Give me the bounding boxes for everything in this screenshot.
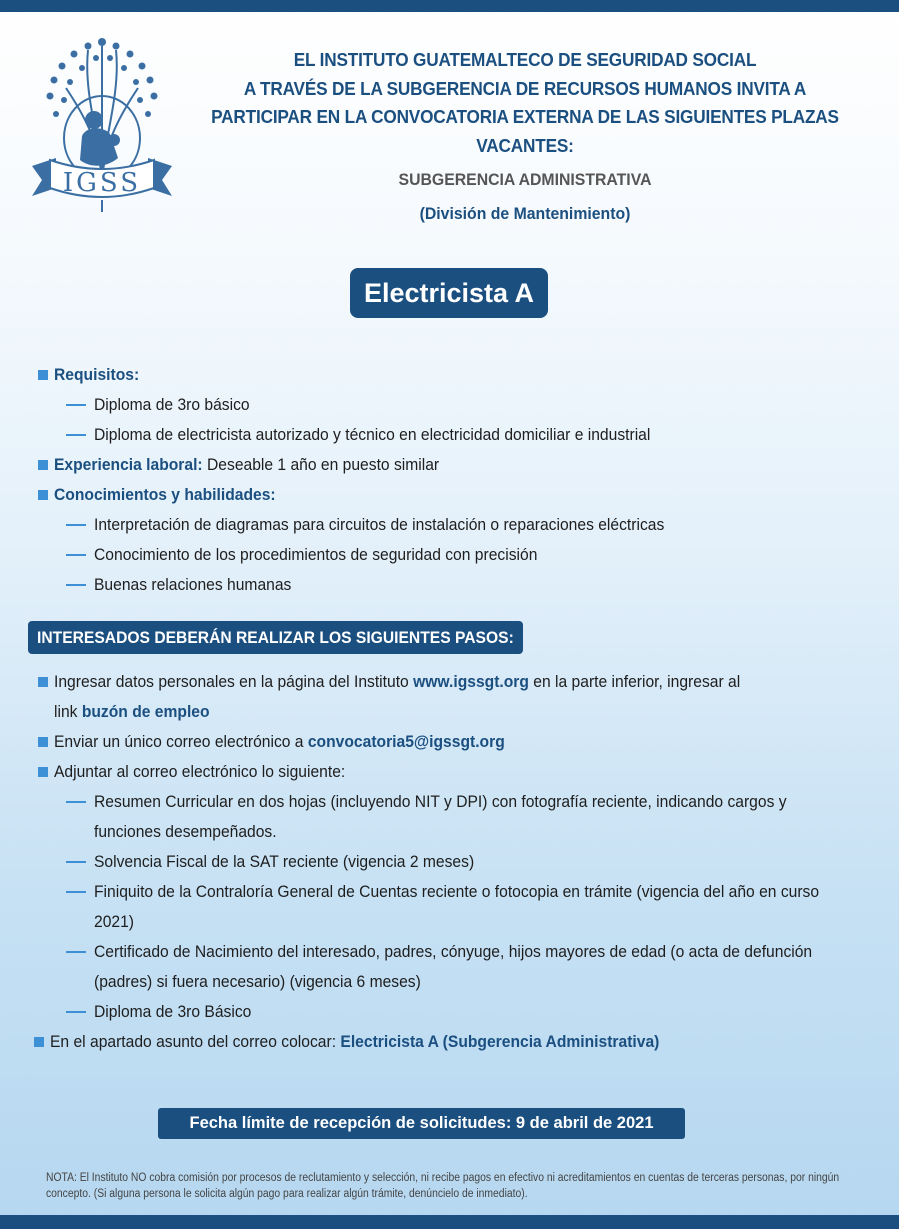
conocimientos-label: Conocimientos y habilidades: xyxy=(54,485,276,504)
dash-bullet-icon xyxy=(66,951,86,953)
square-bullet-icon xyxy=(38,737,48,747)
bottom-bar xyxy=(0,1215,899,1229)
step-item xyxy=(38,667,883,697)
requisitos-item xyxy=(38,360,888,390)
position-title: Electricista A xyxy=(350,268,548,318)
dash-bullet-icon xyxy=(66,524,86,526)
step-text: en la parte inferior, ingresar al xyxy=(528,672,741,691)
list-item xyxy=(66,390,888,420)
step-text: Adjuntar al correo electrónico lo siguiente: xyxy=(54,762,346,781)
doc-text: Solvencia Fiscal de la SAT reciente (vigencia 2 meses) xyxy=(94,852,475,871)
requisito-text: Diploma de 3ro básico xyxy=(94,395,250,414)
deadline-text: Fecha límite de recepción de solicitudes: 9 de abril de 2021 xyxy=(189,1114,654,1132)
dash-bullet-icon xyxy=(66,434,86,436)
square-bullet-icon xyxy=(38,370,48,380)
header-line-3: PARTICIPAR EN LA CONVOCATORIA EXTERNA DE LAS SIGUIENTES PLAZAS VACANTES: xyxy=(211,106,839,156)
conocimiento-text: Buenas relaciones humanas xyxy=(94,575,292,594)
requisito-text: Diploma de electricista autorizado y técnico en electricidad domiciliar e industrial xyxy=(94,425,651,444)
doc-text: Certificado de Nacimiento del interesado, padres, cónyuge, hijos mayores de edad (o acta de defunción (padres) si fuera necesario) (vigencia 6 meses) xyxy=(94,942,813,991)
conocimiento-text: Conocimiento de los procedimientos de seguridad con precisión xyxy=(94,545,538,564)
dash-bullet-icon xyxy=(66,891,86,893)
step-item xyxy=(34,1027,883,1057)
header-line-1: EL INSTITUTO GUATEMALTECO DE SEGURIDAD SOCIAL xyxy=(293,49,757,70)
logo-text: IGSS xyxy=(62,168,142,198)
conocimientos-item xyxy=(38,480,888,510)
steps-section xyxy=(38,667,883,1057)
note-text: NOTA: El Instituto NO cobra comisión por procesos de reclutamiento y selección, ni recibe pagos en efectivo ni acreditamientos en cuentas de terceras personas, por ningún concepto. (Si alguna persona le solicita algún pago para realizar algún trámite, denúncielo de inmediato). xyxy=(46,1172,840,1200)
list-item xyxy=(66,570,888,600)
list-item xyxy=(66,510,888,540)
doc-item xyxy=(66,877,883,937)
deadline-banner xyxy=(158,1108,685,1139)
doc-item xyxy=(66,997,883,1027)
requirements-section xyxy=(38,360,888,600)
dash-bullet-icon xyxy=(66,1011,86,1013)
doc-item xyxy=(66,787,883,847)
disclaimer-note xyxy=(46,1170,876,1202)
website-link[interactable]: www.igssgt.org xyxy=(413,672,529,691)
dash-bullet-icon xyxy=(66,554,86,556)
experiencia-value: Deseable 1 año en puesto similar xyxy=(207,455,440,474)
experiencia-item xyxy=(38,450,888,480)
header xyxy=(180,46,870,224)
square-bullet-icon xyxy=(38,490,48,500)
subject-value: Electricista A (Subgerencia Administrativa) xyxy=(340,1032,660,1051)
doc-item xyxy=(66,847,883,877)
email-link[interactable]: convocatoria5@igssgt.org xyxy=(307,732,505,751)
square-bullet-icon xyxy=(38,767,48,777)
doc-text: Finiquito de la Contraloría General de Cuentas reciente o fotocopia en trámite (vigencia del año en curso 2021) xyxy=(94,882,820,931)
subgerencia-label: SUBGERENCIA ADMINISTRATIVA xyxy=(398,170,652,189)
list-item xyxy=(66,420,888,450)
requisitos-label: Requisitos: xyxy=(54,365,140,384)
dash-bullet-icon xyxy=(66,584,86,586)
square-bullet-icon xyxy=(38,460,48,470)
step-text: Enviar un único correo electrónico a xyxy=(54,732,308,751)
dash-bullet-icon xyxy=(66,801,86,803)
header-line-2: A TRAVÉS DE LA SUBGERENCIA DE RECURSOS HUMANOS INVITA A xyxy=(243,77,807,99)
square-bullet-icon xyxy=(34,1037,44,1047)
division-label: (División de Mantenimiento) xyxy=(419,204,631,223)
steps-heading xyxy=(28,621,523,654)
experiencia-label: Experiencia laboral: xyxy=(54,455,203,474)
step-item-continued xyxy=(38,697,883,727)
doc-text: Resumen Curricular en dos hojas (incluyendo NIT y DPI) con fotografía reciente, indicando cargos y funciones desempeñados. xyxy=(94,792,787,841)
steps-heading-text: INTERESADOS DEBERÁN REALIZAR LOS SIGUIENTES PASOS: xyxy=(37,628,514,647)
doc-text: Diploma de 3ro Básico xyxy=(94,1002,252,1021)
top-bar xyxy=(0,0,899,12)
buzon-empleo-link[interactable]: buzón de empleo xyxy=(81,702,210,721)
step-text: En el apartado asunto del correo colocar: xyxy=(50,1032,341,1051)
step-text: Ingresar datos personales en la página del Instituto xyxy=(54,672,414,691)
doc-item xyxy=(66,937,883,997)
dash-bullet-icon xyxy=(66,404,86,406)
step-text: link xyxy=(54,702,82,721)
dash-bullet-icon xyxy=(66,861,86,863)
square-bullet-icon xyxy=(38,677,48,687)
step-item xyxy=(38,757,883,787)
igss-logo-icon xyxy=(26,28,178,214)
list-item xyxy=(66,540,888,570)
conocimiento-text: Interpretación de diagramas para circuitos de instalación o reparaciones eléctricas xyxy=(94,515,665,534)
step-item xyxy=(38,727,883,757)
